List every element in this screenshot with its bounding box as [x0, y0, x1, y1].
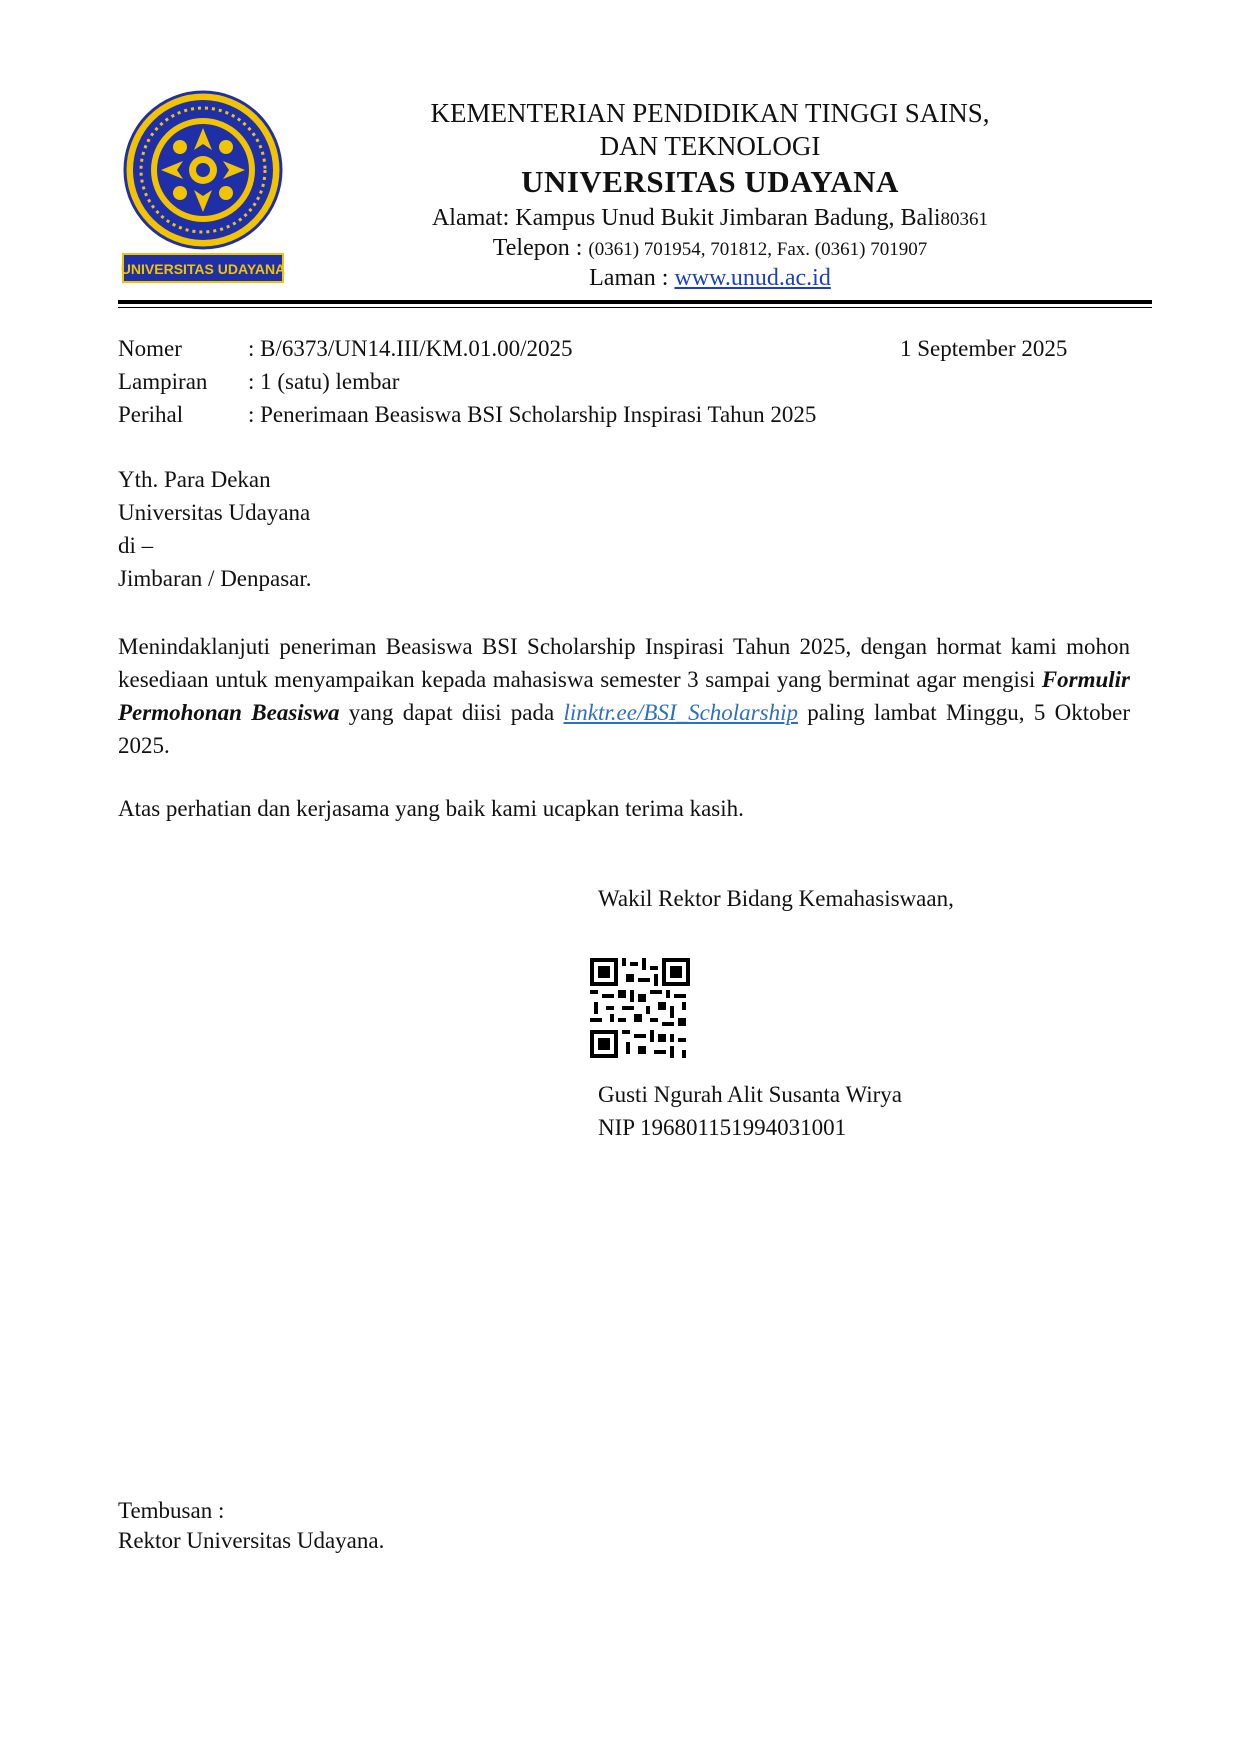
- letter-meta: [118, 336, 816, 435]
- perihal-label: Perihal: [118, 402, 184, 427]
- logo-banner-text: UNIVERSITAS UDAYANA: [120, 261, 286, 277]
- address-text: Alamat: Kampus Unud Bukit Jimbaran Badung, Bali: [431, 205, 941, 231]
- nomor-label: Nomer: [118, 336, 182, 361]
- addressee-line-1: Yth. Para Dekan: [118, 467, 271, 492]
- web-label: Laman :: [589, 265, 675, 291]
- letter-date: 1 September 2025: [900, 336, 1068, 361]
- addressee-line-4: Jimbaran / Denpasar.: [118, 566, 312, 591]
- tembusan-recipient: Rektor Universitas Udayana.: [118, 1528, 385, 1553]
- addressee: [118, 467, 312, 599]
- header-divider-thick: [118, 300, 1152, 304]
- body-paragraph: [118, 630, 1130, 762]
- header-divider-thin: [118, 307, 1152, 308]
- university-logo: [120, 90, 286, 286]
- signatory-nip: NIP 196801151994031001: [598, 1115, 847, 1140]
- address-line: [330, 206, 1090, 236]
- tembusan: [118, 1498, 384, 1558]
- body-text-3: paling lambat Minggu, 5 Oktober 2025.: [118, 700, 1131, 758]
- signatory-title: Wakil Rektor Bidang Kemahasiswaan,: [598, 886, 954, 911]
- perihal-value: : Penerimaan Beasiswa BSI Scholarship Inspirasi Tahun 2025: [248, 402, 817, 427]
- addressee-line-2: Universitas Udayana: [118, 500, 311, 525]
- addressee-line-3: di –: [118, 533, 154, 558]
- phone-line: [330, 236, 1090, 266]
- address-postcode: 80361: [940, 209, 989, 230]
- letterhead: [330, 100, 1090, 296]
- lampiran-value: : 1 (satu) lembar: [248, 369, 400, 394]
- signatory-name: Gusti Ngurah Alit Susanta Wirya: [598, 1082, 903, 1107]
- closing-sentence: Atas perhatian dan kerjasama yang baik kami ucapkan terima kasih.: [118, 796, 744, 821]
- phone-value: (0361) 701954, 701812, Fax. (0361) 701907: [588, 239, 928, 260]
- ministry-line-1: KEMENTERIAN PENDIDIKAN TINGGI SAINS,: [430, 98, 990, 128]
- body-text-1: Menindaklanjuti peneriman Beasiswa BSI Scholarship Inspirasi Tahun 2025, dengan hormat kami mohon kesediaan untuk menyampaikan kepada mahasiswa semester 3 sampai yang berminat agar mengisi: [118, 634, 1130, 692]
- web-link[interactable]: www.unud.ac.id: [674, 265, 831, 291]
- scholarship-link[interactable]: linktr.ee/BSI_Scholarship: [563, 700, 798, 725]
- form-name-emphasis: Formulir Permohonan Beasiswa: [118, 667, 1130, 725]
- web-line: [330, 266, 1090, 296]
- tembusan-label: Tembusan :: [118, 1498, 225, 1523]
- ministry-line-2: DAN TEKNOLOGI: [599, 131, 821, 161]
- signature-qr-code: [590, 958, 690, 1058]
- nomor-value: : B/6373/UN14.III/KM.01.00/2025: [248, 336, 573, 361]
- university-name: UNIVERSITAS UDAYANA: [521, 164, 899, 199]
- body-text-2: yang dapat diisi pada: [339, 700, 564, 725]
- phone-label: Telepon :: [492, 235, 589, 261]
- lampiran-label: Lampiran: [118, 369, 208, 394]
